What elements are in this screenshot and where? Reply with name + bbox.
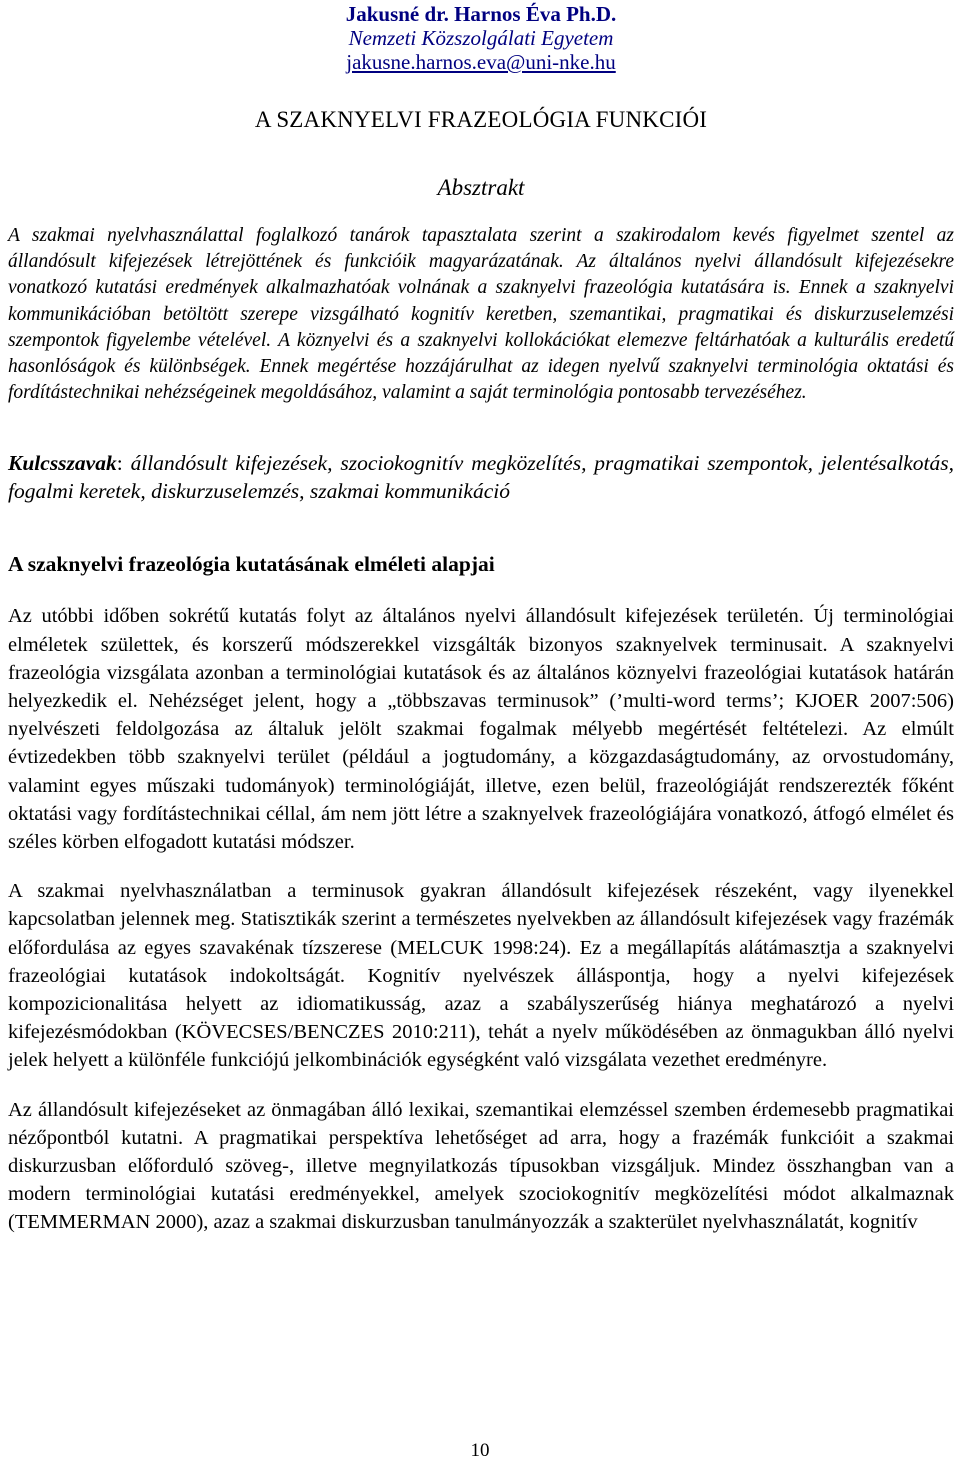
author-email-link[interactable]: jakusne.harnos.eva@uni-nke.hu xyxy=(346,50,616,74)
document-page xyxy=(8,0,954,1237)
paper-title: A SZAKNYELVI FRAZEOLÓGIA FUNKCIÓI xyxy=(254,107,708,132)
keywords-text: állandósult kifejezések, szociokognitív megközelítés, pragmatikai szempontok, jelentésalkotás, fogalmi keretek, diskurzuselemzés, szakmai kommunikáció xyxy=(8,451,954,503)
author-header xyxy=(8,2,954,74)
keywords-label: Kulcsszavak xyxy=(8,451,117,476)
keywords-separator: : xyxy=(116,451,131,476)
keywords-block xyxy=(8,450,954,505)
section-heading: A szaknyelvi frazeológia kutatásának elméleti alapjai xyxy=(8,552,495,577)
page-number: 10 xyxy=(470,1440,490,1461)
author-institution: Nemzeti Közszolgálati Egyetem xyxy=(348,26,614,50)
abstract-text: A szakmai nyelvhasználattal foglalkozó tanárok tapasztalata szerint a szakirodalom kevés figyelmet szentel az állandósult kifejezések létrejöttének és funkcióik magyarázatának. Az általános nyelvi állandósult kifejezésekre vonatkozó kutatási eredmények alkalmazhatóak volnának a szaknyelvi frazeológia kutatására is. Ennek a szaknyelvi kommunikációban betöltött szerepe vizsgálható kognitív keretben, szemantikai, pragmatikai és diskurzuselemzési szempontok figyelembe vételével. A köznyelvi és a szaknyelvi kollokációkat elemezve feltárhatóak a kulturális eredetű hasonlóságok és különbségek. Ennek megértése hozzájárulhat az idegen nyelvű szaknyelvi terminológia oktatási és fordítástechnikai nehézségeinek megoldásához, valamint a saját terminológia pontosabb tervezéséhez. xyxy=(8,225,954,404)
body-paragraph: Az állandósult kifejezéseket az önmagában álló lexikai, szemantikai elemzéssel szemben érdemesebb pragmatikai nézőpontból kutatni. A pragmatikai perspektíva lehetőséget ad arra, hogy a frazémák funkcióit a szakmai diskurzusban előforduló szöveg-, illetve megnyilatkozás típusokban vizsgáljuk. Mindez összhangban van a modern terminológiai kutatási eredményekkel, amelyek szociokognitív megközelítési módot alkalmaznak (TEMMERMAN 2000), azaz a szakmai diskurzusban tanulmányozzák a szakterület nyelvhasználatát, kognitív xyxy=(8,1098,954,1234)
abstract-heading: Absztrakt xyxy=(437,175,525,200)
author-name: Jakusné dr. Harnos Éva Ph.D. xyxy=(345,2,617,26)
body-paragraph: Az utóbbi időben sokrétű kutatás folyt az általános nyelvi állandósult kifejezések területén. Új terminológiai elméletek születtek, és korszerű módszerekkel vizsgálták bizonyos szaknyelvek terminusait. A szaknyelvi frazeológia vizsgálata azonban a terminológiai kutatások és az általános köznyelvi frazeológiai kutatások határán helyezkedik el. Nehézséget jelent, hogy a „többszavas terminusok” (’multi-word terms’; KJOER 2007:506) nyelvészeti feldolgozása az általuk jelölt szakmai fogalmak mélyebb megértését feltételezi. Az elmúlt évtizedekben több szaknyelvi terület (például a jogtudomány, a közgazdaságtudomány, az orvostudomány, valamint egyes műszaki tudományok) terminológiáját, illetve, ezen belül, frazeológiáját rendszerezték főként oktatási vagy fordítástechnikai céllal, ám nem jött létre a szaknyelvek frazeológiájára vonatkozó, átfogó elmélet és széles körben elfogadott kutatási módszer. xyxy=(8,605,954,854)
body-paragraph: A szakmai nyelvhasználatban a terminusok gyakran állandósult kifejezések részeként, vagy ilyenekkel kapcsolatban jelennek meg. Statisztikák szerint a természetes nyelvekben az állandósult kifejezések vagy frazémák előfordulása az egyes szavakénak tízszerese (MELCUK 1998:24). Ez a megállapítás alátámasztja a szaknyelvi frazeológiai kutatások indokoltságát. Kognitív nyelvészek álláspontja, hogy a nyelvi kifejezések kompozicionalitása helyett az idiomatikusság, azaz a szabályszerűség hiánya meghatározó a nyelvi kifejezésmódokban (KÖVECSES/BENCZES 2010:211), tehát a nyelv működésében az önmagukban álló nyelvi jelek helyett a különféle funkciójú jelkombinációk egységként való vizsgálata vezethet eredményre. xyxy=(8,880,954,1072)
